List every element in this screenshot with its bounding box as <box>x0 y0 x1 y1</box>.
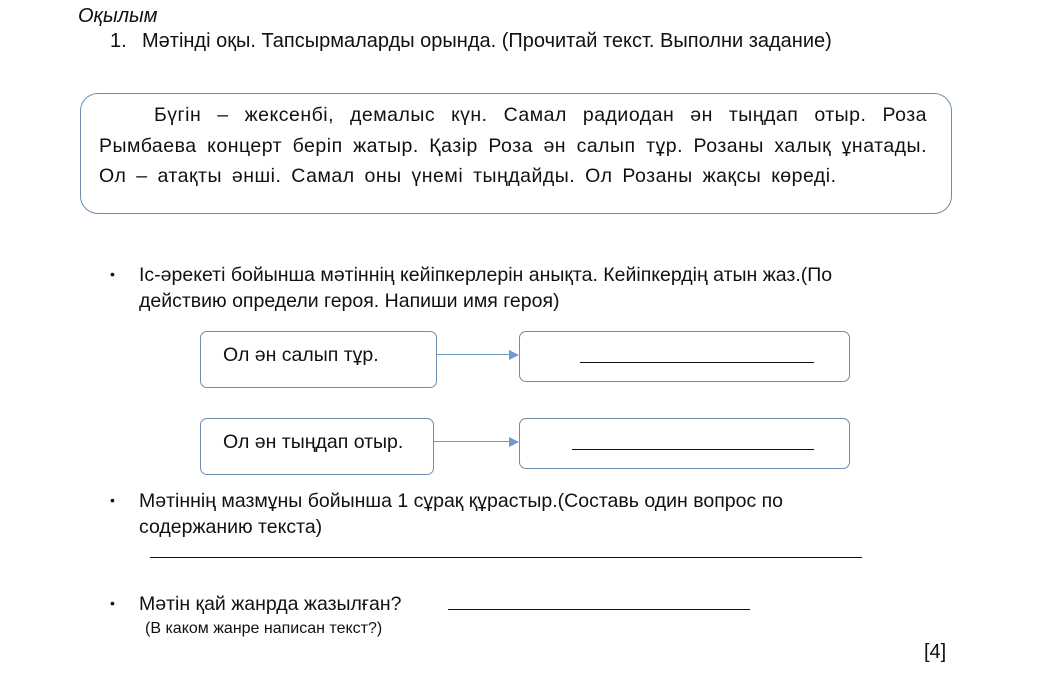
answer-blank-2[interactable] <box>572 449 814 450</box>
section-title: Оқылым <box>78 5 158 27</box>
arrow-head-icon <box>509 437 519 447</box>
statement-box-2 <box>200 418 434 475</box>
task1-instruction-line2: действию определи героя. Напиши имя героя) <box>139 290 560 312</box>
statement-text-2: Ол ән тыңдап отыр. <box>223 431 404 453</box>
answer-blank-1[interactable] <box>580 362 814 363</box>
task1-instruction-line1: Іс-әрекеті бойынша мәтіннің кейіпкерлерін анықта. Кейіпкердің атын жаз.(По <box>139 264 833 286</box>
bullet-marker: • <box>110 266 115 282</box>
statement-text-1: Ол ән салып тұр. <box>223 344 379 366</box>
genre-answer-line[interactable] <box>448 609 750 610</box>
task-number: 1. <box>110 30 127 52</box>
task-heading-text: Мәтінді оқы. Тапсырмаларды орында. (Прочитай текст. Выполни задание) <box>142 30 832 52</box>
reading-text: Бүгін – жексенбі, демалыс күн. Самал радиодан ән тыңдап отыр. Роза Рымбаева концерт беріп жатыр. Қазір Роза ән салып тұр. Розаны халық ұнатады. Ол – атақты әнші. Самал оны үнемі тыңдайды. Ол Розаны жақсы көреді. <box>99 104 927 187</box>
statement-box-1 <box>200 331 437 388</box>
arrow-right-icon <box>437 354 510 355</box>
answer-box-2[interactable] <box>519 418 850 469</box>
score-label: [4] <box>924 641 947 663</box>
bullet-marker: • <box>110 595 115 611</box>
task3-question: Мәтін қай жанрда жазылған? <box>139 593 402 615</box>
task-heading <box>110 30 832 53</box>
arrow-head-icon <box>509 350 519 360</box>
task2-instruction-line2: содержанию текста) <box>139 516 323 538</box>
task2-instruction-line1: Мәтіннің мазмұны бойынша 1 сұрақ құрастыр.(Составь один вопрос по <box>139 490 784 512</box>
arrow-right-icon <box>434 441 510 442</box>
answer-box-1[interactable] <box>519 331 850 382</box>
task3-translation: (В каком жанре написан текст?) <box>145 620 383 637</box>
question-answer-line[interactable] <box>150 557 862 558</box>
bullet-marker: • <box>110 492 115 508</box>
